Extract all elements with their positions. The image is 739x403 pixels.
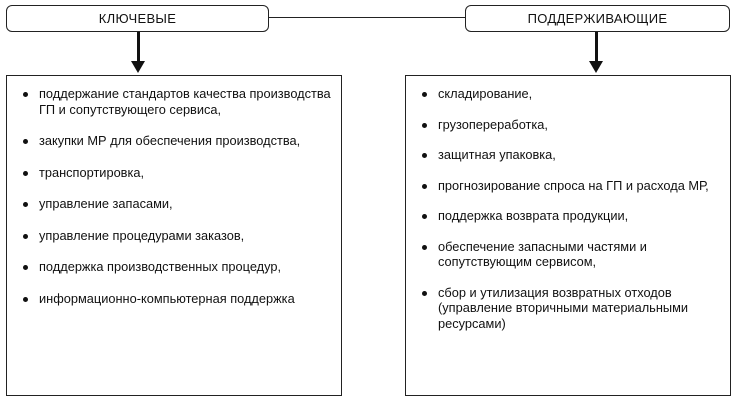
- list-item: защитная упаковка,: [420, 147, 722, 163]
- key-activities-box: [6, 75, 342, 396]
- list-item: поддержка возврата продукции,: [420, 208, 722, 224]
- key-activities-list: [21, 86, 333, 306]
- arrow-down-right-icon: [595, 32, 598, 62]
- arrow-down-left-icon: [137, 32, 140, 62]
- header-key-label: КЛЮЧЕВЫЕ: [98, 11, 177, 26]
- list-item: обеспечение запасными частями и сопутствующим сервисом,: [420, 239, 722, 270]
- list-item: поддержание стандартов качества производства ГП и сопутствующего сервиса,: [21, 86, 333, 117]
- list-item: прогнозирование спроса на ГП и расхода МР,: [420, 178, 722, 194]
- header-supporting-label: ПОДДЕРЖИВАЮЩИЕ: [527, 11, 668, 26]
- header-supporting-activities: [465, 5, 730, 32]
- list-item: закупки МР для обеспечения производства,: [21, 133, 333, 149]
- header-connector-line: [269, 17, 465, 18]
- list-item: информационно-компьютерная поддержка: [21, 291, 333, 307]
- list-item: поддержка производственных процедур,: [21, 259, 333, 275]
- supporting-activities-list: [420, 86, 722, 331]
- list-item: сбор и утилизация возвратных отходов (управление вторичными материальными ресурсами): [420, 285, 722, 332]
- supporting-activities-box: [405, 75, 731, 396]
- list-item: управление процедурами заказов,: [21, 228, 333, 244]
- arrowhead-right-icon: [589, 61, 603, 73]
- list-item: складирование,: [420, 86, 722, 102]
- arrowhead-left-icon: [131, 61, 145, 73]
- list-item: транспортировка,: [21, 165, 333, 181]
- list-item: управление запасами,: [21, 196, 333, 212]
- list-item: грузопереработка,: [420, 117, 722, 133]
- header-key-activities: [6, 5, 269, 32]
